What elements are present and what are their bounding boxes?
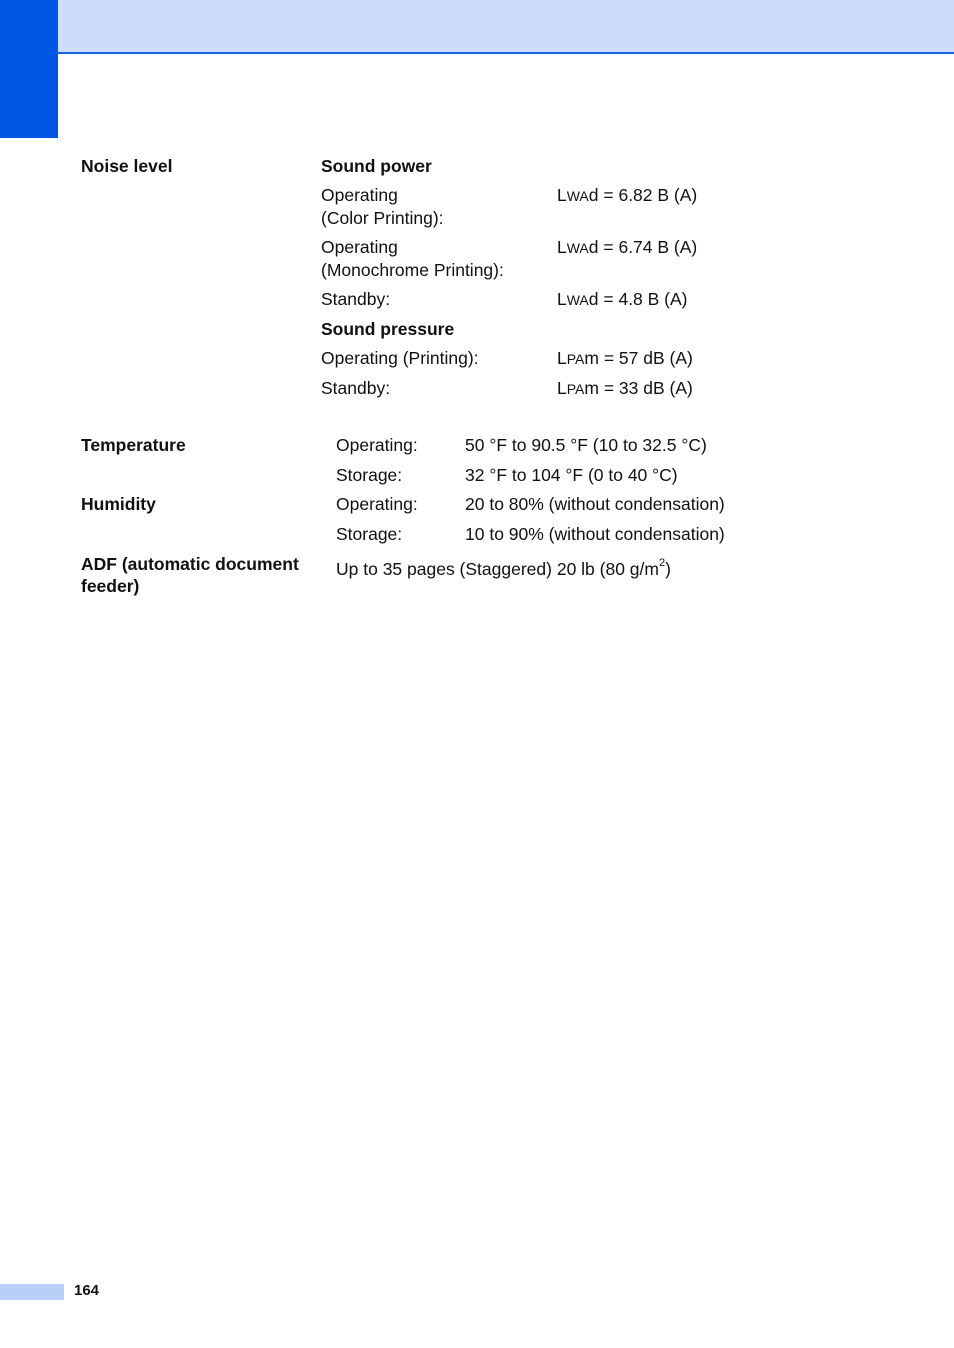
noise-level-label: Noise level (81, 156, 173, 176)
humidity-row-value: 10 to 90% (without condensation) (465, 524, 725, 544)
sound-power-row-label: Operating (321, 185, 398, 205)
adf-capacity-value: Up to 35 pages (Staggered) 20 lb (80 $g/m^2$) (336, 557, 671, 579)
humidity-row-value: 20 to 80% (without condensation) (465, 494, 725, 514)
humidity-row-label: Operating: (336, 494, 418, 514)
sound-power-row-label-cont: (Color Printing): (321, 208, 444, 228)
temperature-row-label: Operating: (336, 435, 418, 455)
sound-pressure-row-value: LPAm = 57 dB (A) (557, 348, 693, 368)
humidity-label: Humidity (81, 494, 156, 514)
sound-pressure-row-label: Operating (Printing): (321, 348, 479, 368)
sound-power-row-label: Standby: (321, 289, 391, 309)
sound-pressure-row-label: Standby: (321, 378, 391, 398)
footer-bar (0, 1284, 64, 1300)
adf-label-cont: feeder) (81, 576, 140, 596)
sound-power-row-label: Operating (321, 237, 398, 257)
sound-power-row-value: LWAd = 6.74 B (A) (557, 237, 698, 257)
header-rule (58, 52, 954, 54)
temperature-label: Temperature (81, 435, 186, 455)
temperature-row-value: 50 °F to 90.5 °F (10 to 32.5 °C) (465, 435, 707, 455)
sound-pressure-row-value: LPAm = 33 dB (A) (557, 378, 693, 398)
chapter-tab (0, 0, 58, 138)
page-number: 164 (74, 1282, 100, 1299)
humidity-row-label: Storage: (336, 524, 403, 544)
temperature-row-label: Storage: (336, 465, 403, 485)
sound-power-row-value: LWAd = 6.82 B (A) (557, 185, 698, 205)
adf-label: ADF (automatic document (81, 554, 299, 574)
sound-power-row-value: LWAd = 4.8 B (A) (557, 289, 688, 309)
temperature-row-value: 32 °F to 104 °F (0 to 40 °C) (465, 465, 678, 485)
sound-power-heading: Sound power (321, 156, 432, 176)
sound-power-row-label-cont: (Monochrome Printing): (321, 260, 504, 280)
header-band (0, 0, 954, 52)
sound-pressure-heading: Sound pressure (321, 319, 455, 339)
